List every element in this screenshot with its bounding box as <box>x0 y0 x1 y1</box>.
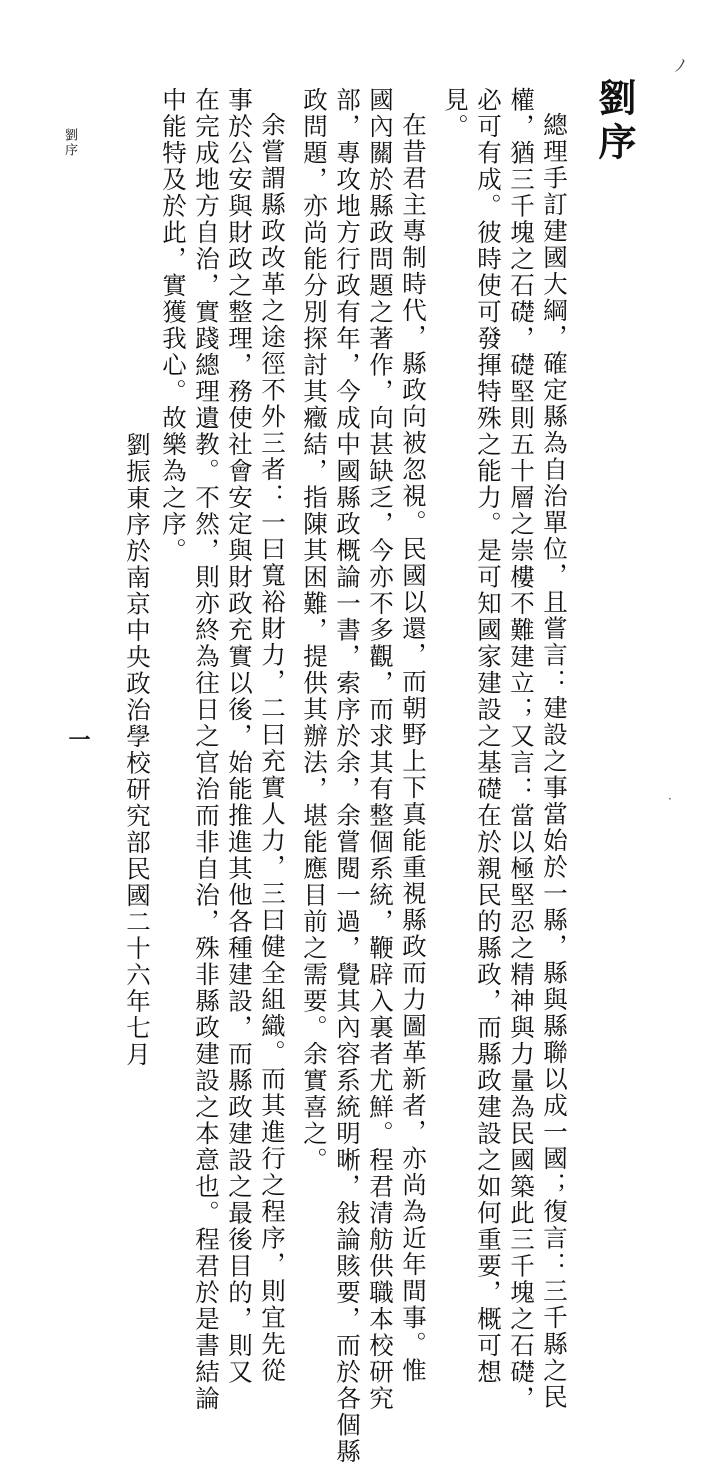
paragraph-1-line-3: 必可有成。彼時使可發揮特殊之能力。是可知國家建設之基礎在於親民的縣政，而縣政建設之如何重要，概可想 <box>474 87 503 1386</box>
scan-mark: · <box>668 792 672 806</box>
paragraph-2-line-1: 在昔君主專制時代，縣政向被忽視。民國以還，而朝野上下真能重視縣政而力圖革新者，亦尚為近年間事。惟 <box>399 112 428 1384</box>
paragraph-3-line-1: 余嘗謂縣政改革之途徑不外三者：一曰寬裕財力，二曰充實人力，三曰健全組織。而其進行之程序，則宜先從 <box>258 112 287 1384</box>
running-header: 劉序 <box>62 128 77 158</box>
paragraph-3-line-3: 在完成地方自治，實踐總理遺教。不然，則亦終為往日之官治而非自治，殊非縣政建設之本意也。程君於是書結論 <box>192 87 221 1412</box>
scan-mark: ﾉ <box>673 55 687 78</box>
signature-line: 劉振東序於南京中央政治學校研究部民國二十六年七月 <box>123 432 152 1068</box>
paragraph-2-line-3: 部，專攻地方行政有年，今成中國縣政概論一書，索序於余，余嘗閱一過，覺其內容系統明晰，敍論賅要，而於各個縣 <box>333 87 362 1465</box>
paragraph-2-line-2: 國內關於縣政問題之著作，向甚缺乏，今亦不多觀，而求其有整個系統，鞭辟入裏者尤鮮。程君清舫供職本校研究 <box>366 87 395 1412</box>
page-title: 劉序 <box>592 78 637 166</box>
paragraph-3-line-2: 事於公安與財政之整理，務使社會安定與財政充實以後，始能推進其他各種建設，而縣政建設之最後目的，則又 <box>225 87 254 1386</box>
paragraph-1-line-4: 見。 <box>441 87 470 140</box>
paragraph-3-line-4: 中能特及於此，實獲我心。故樂為之序。 <box>159 87 188 564</box>
page-number: 一 <box>65 728 91 750</box>
paragraph-2-line-4: 政問題，亦尚能分別探討其癥結，指陳其困難，提供其辦法，堪能應目前之需要。余實喜之。 <box>300 87 329 1174</box>
paragraph-1-line-2: 權，猶三千塊之石礎，礎堅則五十層之崇樓不難建立；又言：當以極堅忍之精神與力量為民國築此三千塊之石礎， <box>507 87 536 1412</box>
paragraph-1-line-1: 總理手訂建國大綱，確定縣為自治單位，且嘗言：建設之事當始於一縣，縣與縣聯以成一國；復言：三千縣之民 <box>540 112 569 1411</box>
